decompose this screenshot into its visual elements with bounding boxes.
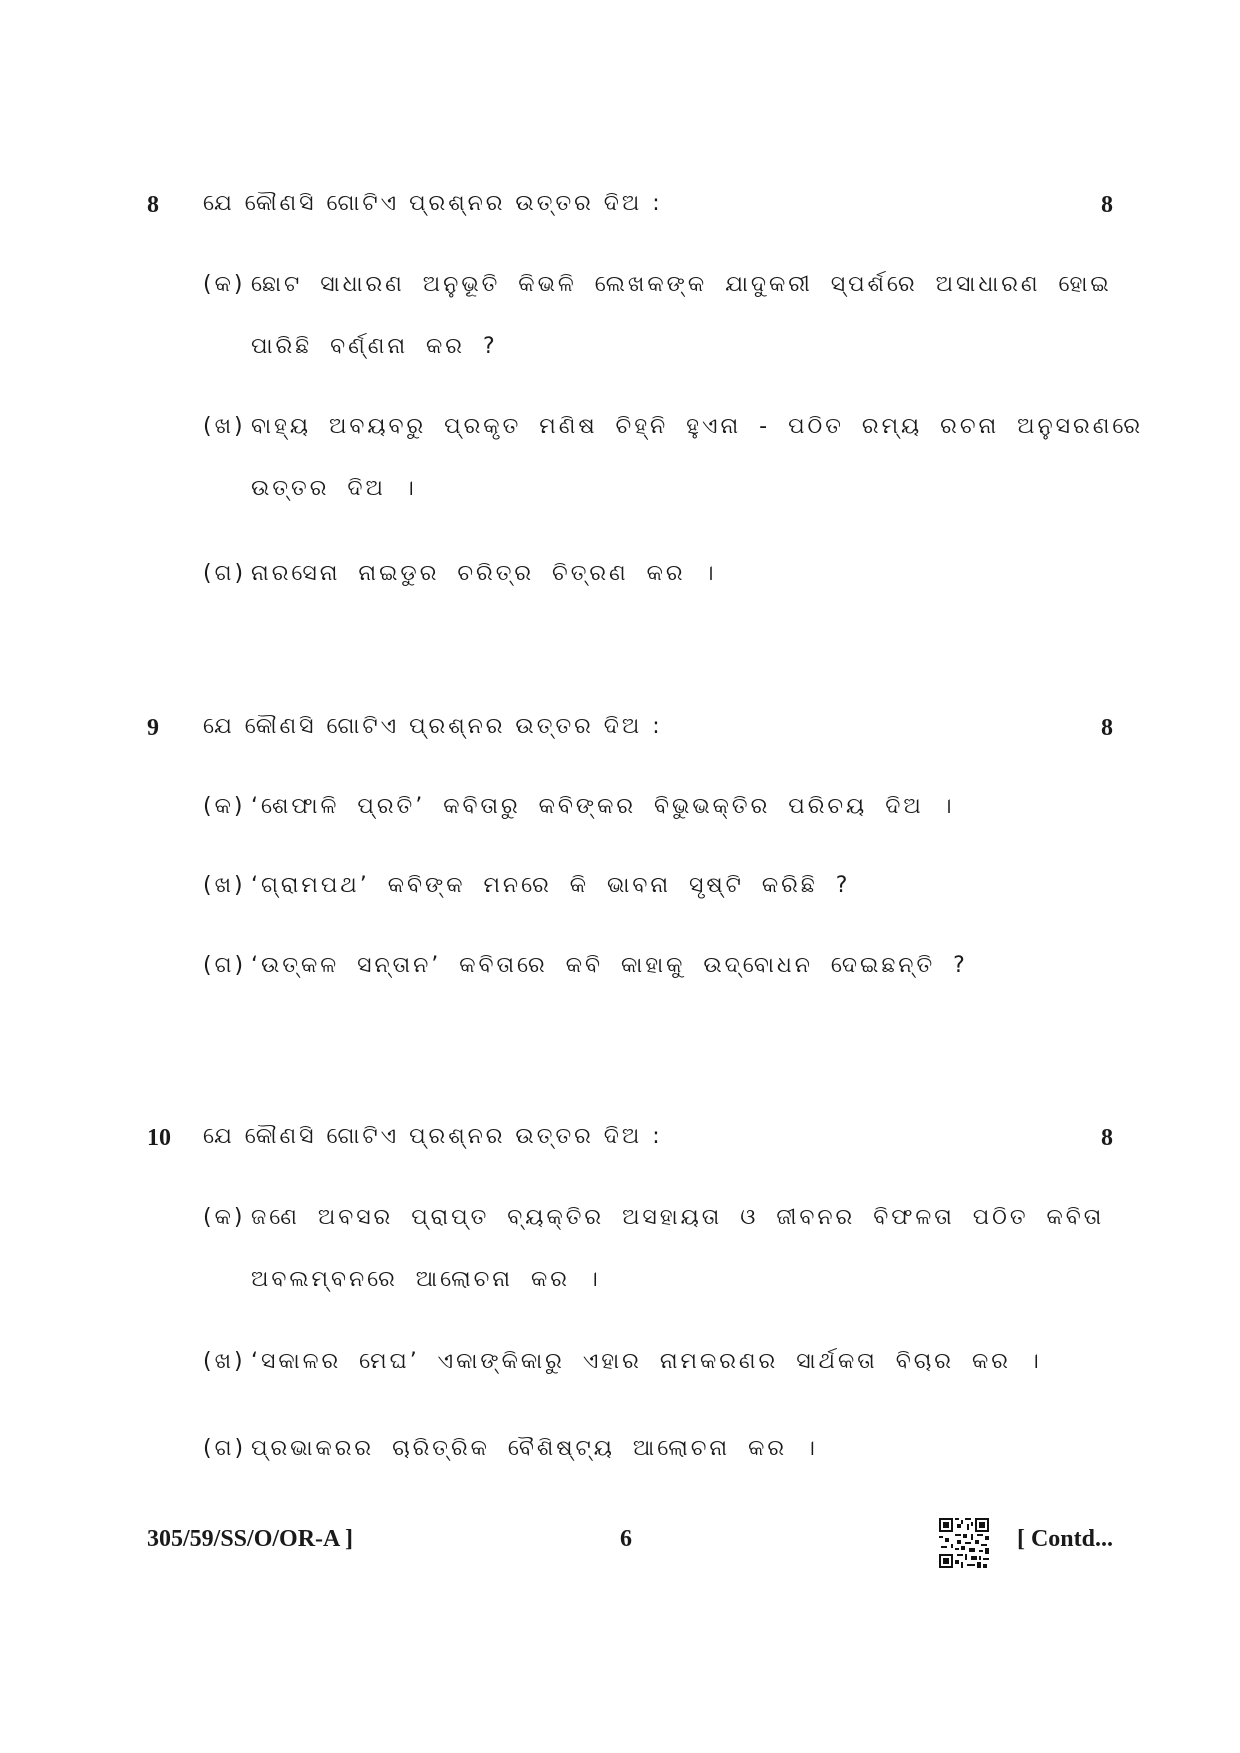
sub-question-ga [203,543,1053,605]
sub-question-ka [203,1187,1105,1292]
sub-question-text-cont: ଉତ୍ତର ଦିଅ । [251,476,417,501]
sub-question-text: ଛୋଟ ସାଧାରଣ ଅନୁଭୂତି କିଭଳି ଲେଖକଙ୍କ ଯାଦୁକରୀ ସ୍ପର୍ଶରେ ଅସାଧାରଣ ହୋଇ [251,272,1112,297]
sub-question-label: (କ) [203,272,246,297]
sub-question-text: ‘ଗ୍ରାମପଥ’ କବିଙ୍କ ମନରେ କି ଭାବନା ସୃଷ୍ଟି କରିଛି ? [251,873,851,898]
sub-question-label: (ଖ) [203,873,246,898]
sub-question-label: (ଖ) [203,1349,246,1374]
sub-question-label: (କ) [203,794,246,819]
sub-question-ka [203,254,1112,359]
question-instruction: ଯେ କୌଣସି ଗୋଟିଏ ପ୍ରଶ୍ନର ଉତ୍ତର ଦିଅ : [203,1124,663,1149]
sub-question-text: ‘ଉତ୍କଳ ସନ୍ତାନ’ କବିତାରେ କବି କାହାକୁ ଉଦ୍‌ବୋଧନ ଦେଇଛନ୍ତି ? [251,953,968,978]
sub-question-text: ଜଣେ ଅବସର ପ୍ରାପ୍ତ ବ୍ୟକ୍ତିର ଅସହାୟତା ଓ ଜୀବନର ବିଫଳତା ପଠିତ କବିତା [251,1205,1105,1230]
sub-question-text: ‘ଶେଫାଳି ପ୍ରତି’ କବିତାରୁ କବିଙ୍କର ବିଭୁଭକ୍ତିର ପରିଚୟ ଦିଅ । [251,794,955,819]
sub-question-text-cont: ପାରିଛି ବର୍ଣ୍ଣନା କର ? [251,334,498,359]
question-marks: 8 [1101,192,1113,218]
question-number: 8 [147,192,159,218]
question-instruction: ଯେ କୌଣସି ଗୋଟିଏ ପ୍ରଶ୍ନର ଉତ୍ତର ଦିଅ : [203,191,663,216]
sub-question-ga [203,1418,1053,1480]
sub-question-text: ପ୍ରଭାକରର ଚାରିତ୍ରିକ ବୈଶିଷ୍ଟ୍ୟ ଆଲୋଚନା କର । [251,1436,818,1461]
sub-question-label: (ଗ) [203,953,247,978]
sub-question-text-cont: ଅବଲମ୍ବନରେ ଆଲୋଚନା କର । [251,1267,601,1292]
sub-question-label: (କ) [203,1205,246,1230]
sub-question-text: ‘ସକାଳର ମେଘ’ ଏକାଙ୍କିକାରୁ ଏହାର ନାମକରଣର ସାର୍ଥକତା ବିଚାର କର । [251,1349,1042,1374]
page-number: 6 [620,1526,632,1552]
sub-question-kha [203,855,1053,917]
page-footer [0,1526,1240,1566]
qr-code-icon [939,1518,989,1568]
sub-question-label: (ଖ) [203,414,246,439]
sub-question-ka [203,776,1053,838]
sub-question-text: ନାରସେନା ନାଇଡୁର ଚରିତ୍ର ଚିତ୍ରଣ କର । [251,561,717,586]
sub-question-label: (ଗ) [203,1436,247,1461]
sub-question-ga [203,935,1053,997]
sub-question-kha [203,396,1144,501]
question-marks: 8 [1101,715,1113,741]
question-number: 9 [147,715,159,741]
sub-question-text: ବାହ୍ୟ ଅବୟବରୁ ପ୍ରକୃତ ମଣିଷ ଚିହ୍ନି ହୁଏନା - ପଠିତ ରମ୍ୟ ରଚନା ଅନୁସରଣରେ [251,414,1144,439]
sub-question-label: (ଗ) [203,561,247,586]
continued-label: [ Contd... [1016,1526,1113,1552]
question-instruction: ଯେ କୌଣସି ଗୋଟିଏ ପ୍ରଶ୍ନର ଉତ୍ତର ଦିଅ : [203,714,663,739]
question-marks: 8 [1101,1125,1113,1151]
paper-code: 305/59/SS/O/OR-A ] [147,1526,354,1552]
question-number: 10 [147,1125,171,1151]
sub-question-kha [203,1331,1053,1393]
